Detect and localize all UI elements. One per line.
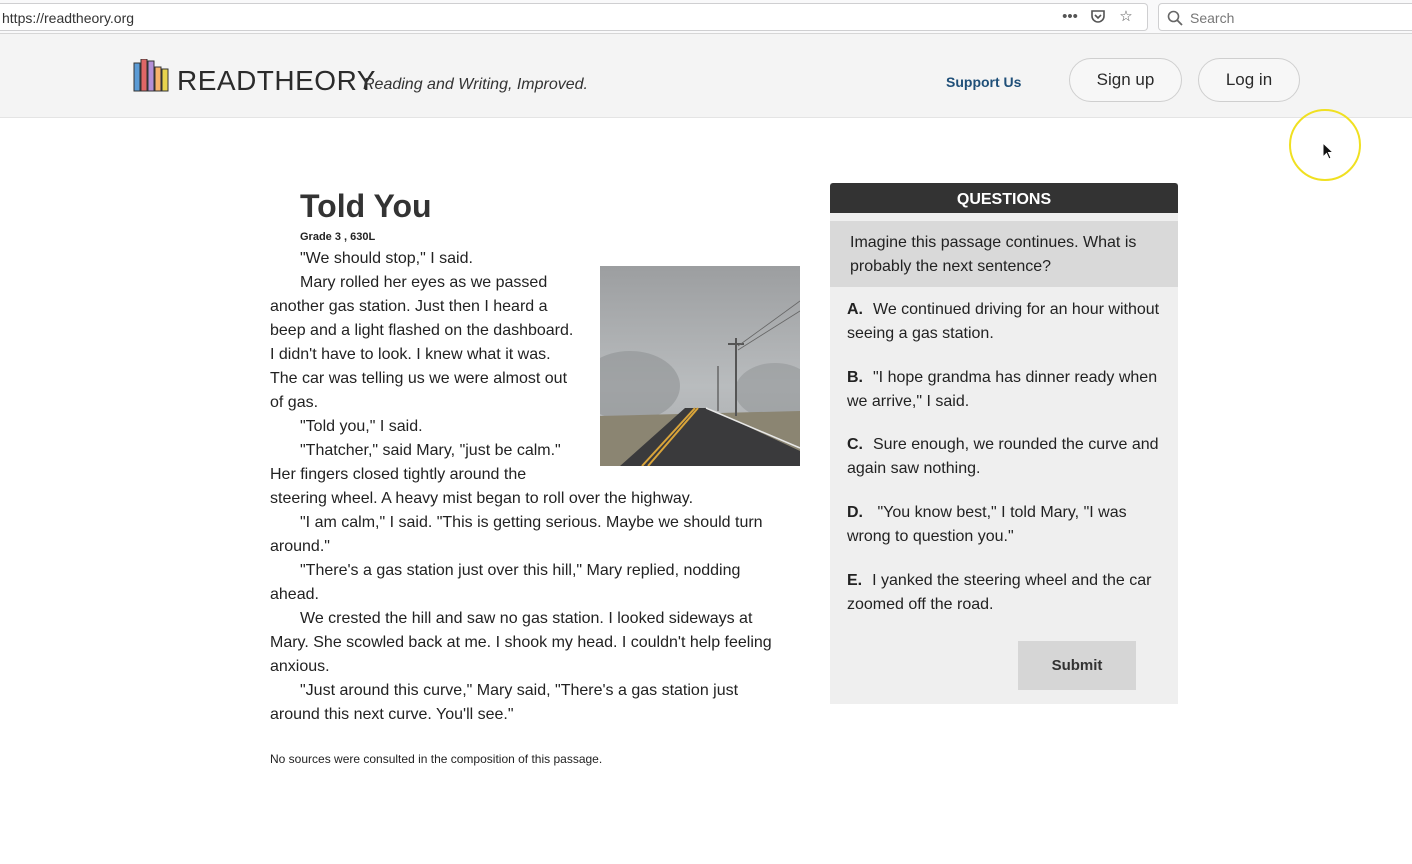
search-icon xyxy=(1167,10,1183,26)
pocket-icon[interactable] xyxy=(1089,8,1107,26)
books-logo-icon[interactable] xyxy=(133,59,169,93)
option-letter: A. xyxy=(847,301,863,318)
passage-line: another gas station. Just then I heard a xyxy=(270,298,548,315)
option-text: We continued driving for an hour without seeing a gas station. xyxy=(847,301,1160,342)
site-header xyxy=(0,34,1412,118)
option-text: "You know best," I told Mary, "I was wrong to question you." xyxy=(847,504,1127,545)
answer-option-d[interactable] xyxy=(847,501,1172,549)
grade-level: Grade 3 , 630L xyxy=(300,231,376,243)
passage-line: around this next curve. You'll see." xyxy=(270,706,514,723)
option-letter: B. xyxy=(847,369,863,386)
answer-option-c[interactable] xyxy=(847,433,1172,481)
passage-line: beep and a light flashed on the dashboard. xyxy=(270,322,574,339)
answer-option-e[interactable] xyxy=(847,569,1172,617)
option-text: Sure enough, we rounded the curve and again saw nothing. xyxy=(847,436,1159,477)
mouse-cursor-icon xyxy=(1322,142,1334,160)
passage-line: Her fingers closed tightly around the xyxy=(270,466,527,483)
submit-button[interactable]: Submit xyxy=(1018,641,1136,690)
passage-line: "Just around this curve," Mary said, "There's a gas station just xyxy=(300,682,739,699)
passage-line: Mary. She scowled back at me. I shook my head. I couldn't help feeling xyxy=(270,634,772,651)
search-placeholder: Search xyxy=(1190,10,1235,26)
passage-line: The car was telling us we were almost out xyxy=(270,370,568,387)
browser-toolbar xyxy=(0,0,1412,34)
option-letter: E. xyxy=(847,572,863,589)
option-letter: C. xyxy=(847,436,863,453)
passage-title: Told You xyxy=(300,188,432,224)
foggy-road-image xyxy=(600,266,800,466)
sign-up-button[interactable]: Sign up xyxy=(1069,58,1182,102)
support-us-link[interactable]: Support Us xyxy=(946,74,1022,90)
passage-line: "I am calm," I said. "This is getting serious. Maybe we should turn xyxy=(300,514,763,531)
passage-line: around." xyxy=(270,538,330,555)
questions-header: QUESTIONS xyxy=(830,183,1178,213)
passage-line: "Thatcher," said Mary, "just be calm." xyxy=(300,442,561,459)
passage-line: I didn't have to look. I knew what it was. xyxy=(270,346,551,363)
brand-name[interactable]: READTHEORY xyxy=(177,65,376,96)
star-icon[interactable]: ☆ xyxy=(1119,8,1133,25)
log-in-button[interactable]: Log in xyxy=(1198,58,1300,102)
option-text: "I hope grandma has dinner ready when we arrive," I said. xyxy=(847,369,1158,410)
option-letter: D. xyxy=(847,504,863,521)
browser-search-input[interactable] xyxy=(1158,3,1412,31)
passage-line: We crested the hill and saw no gas station. I looked sideways at xyxy=(300,610,753,627)
source-footnote: No sources were consulted in the composition of this passage. xyxy=(270,752,603,766)
passage-line: "We should stop," I said. xyxy=(300,250,473,267)
more-icon[interactable]: ••• xyxy=(1062,8,1078,25)
answer-option-b[interactable] xyxy=(847,366,1172,414)
option-text: I yanked the steering wheel and the car zoomed off the road. xyxy=(847,572,1152,613)
url-text[interactable]: https://readtheory.org xyxy=(2,10,135,26)
passage-line: of gas. xyxy=(270,394,319,411)
passage-line: "There's a gas station just over this hill," Mary replied, nodding xyxy=(300,562,741,579)
answer-option-a[interactable] xyxy=(847,298,1172,346)
passage-line: Mary rolled her eyes as we passed xyxy=(300,274,548,291)
passage-line: "Told you," I said. xyxy=(300,418,423,435)
question-prompt: Imagine this passage continues. What is probably the next sentence? xyxy=(830,221,1178,287)
passage-line: steering wheel. A heavy mist began to roll over the highway. xyxy=(270,490,694,507)
tagline: Reading and Writing, Improved. xyxy=(363,76,588,93)
passage-line: anxious. xyxy=(270,658,330,675)
passage-line: ahead. xyxy=(270,586,319,603)
url-bar[interactable] xyxy=(0,3,1148,31)
questions-panel xyxy=(830,183,1178,704)
